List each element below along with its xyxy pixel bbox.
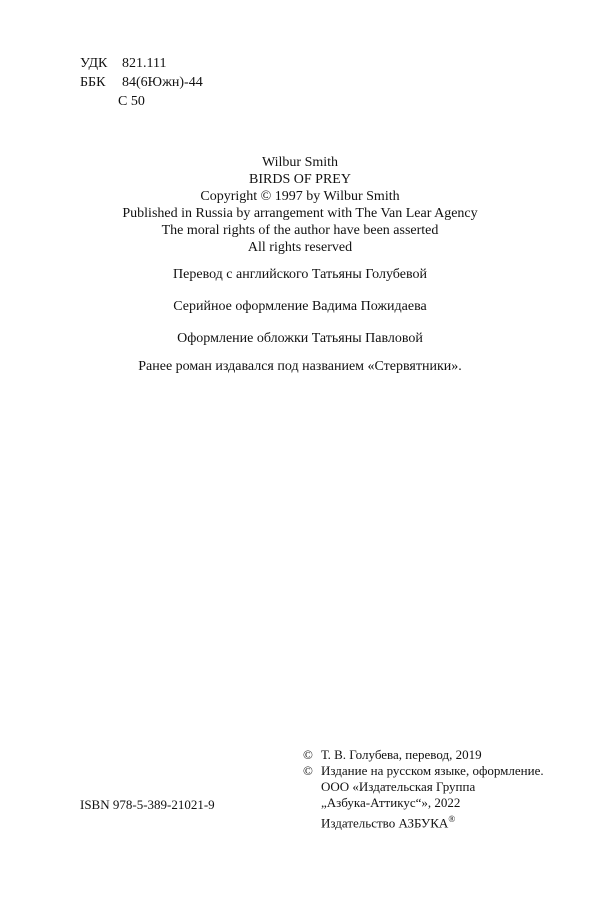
translation-credit: Перевод с английского Татьяны Голубевой bbox=[173, 267, 427, 282]
series-design-credit: Серийное оформление Вадима Пожидаева bbox=[173, 299, 427, 314]
agency-line: Published in Russia by arrangement with The Van Lear Agency bbox=[122, 206, 478, 221]
previous-title-note: Ранее роман издавался под названием «Стервятники». bbox=[138, 359, 462, 374]
copyright-edition-line: Издание на русском языке, оформление. bbox=[321, 763, 544, 778]
rights-line: All rights reserved bbox=[247, 240, 353, 255]
bbk-label: ББК bbox=[80, 75, 106, 90]
original-edition-block bbox=[80, 154, 520, 256]
imprint-name: Издательство АЗБУКА bbox=[321, 815, 449, 831]
cover-design-credit: Оформление обложки Татьяны Павловой bbox=[177, 331, 423, 346]
copyright-symbol: © bbox=[303, 763, 313, 778]
bbk-row bbox=[80, 73, 203, 92]
copyright-row-translation bbox=[303, 747, 544, 763]
publisher-year-line: „Азбука-Аттикус“», 2022 bbox=[321, 795, 461, 810]
bbk-value: 84(6Южн)-44 bbox=[122, 75, 203, 90]
copyright-translation-line: Т. В. Голубева, перевод, 2019 bbox=[321, 747, 482, 762]
original-author: Wilbur Smith bbox=[261, 155, 339, 170]
copyright-symbol: © bbox=[303, 747, 313, 762]
udk-row bbox=[80, 54, 203, 73]
udk-label: УДК bbox=[80, 56, 108, 71]
registered-mark: ® bbox=[448, 814, 456, 824]
classification-block bbox=[80, 54, 203, 111]
imprint-line bbox=[303, 811, 544, 831]
original-title: BIRDS OF PREY bbox=[249, 172, 351, 187]
isbn: ISBN 978-5-389-21021-9 bbox=[80, 797, 215, 812]
udk-value: 821.111 bbox=[122, 56, 167, 71]
copyright-row-edition bbox=[303, 763, 544, 779]
copyright-block bbox=[303, 747, 544, 831]
moral-rights-line: The moral rights of the author have been asserted bbox=[161, 223, 439, 238]
publisher-line: ООО «Издательская Группа bbox=[321, 779, 476, 794]
original-copyright: Copyright © 1997 by Wilbur Smith bbox=[200, 189, 400, 204]
author-mark: С 50 bbox=[118, 94, 145, 109]
